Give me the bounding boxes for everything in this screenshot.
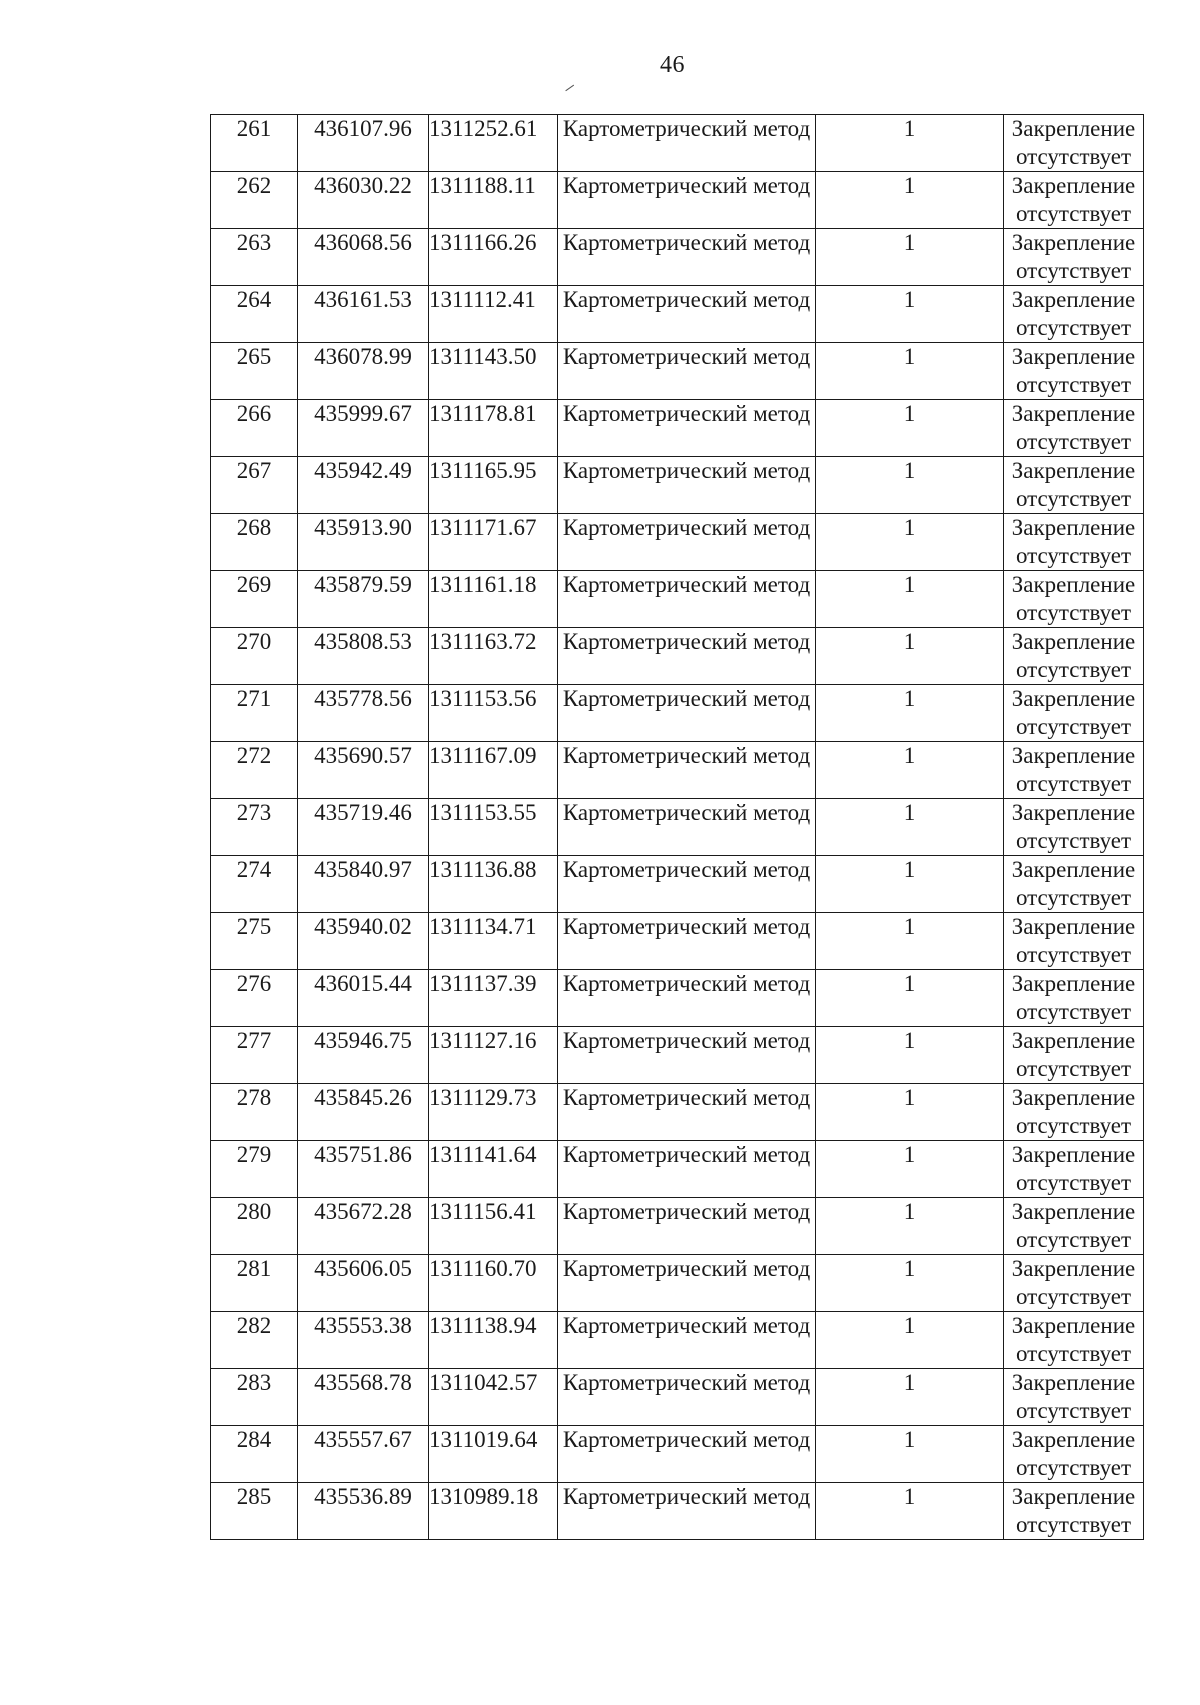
point-number-cell: 277 — [211, 1027, 298, 1084]
accuracy-cell: 1 — [816, 1198, 1004, 1255]
table-row — [211, 1483, 1144, 1540]
point-number-cell: 275 — [211, 913, 298, 970]
x-coordinate-cell: 435568.78 — [298, 1369, 429, 1426]
method-cell: Картометрический метод — [558, 286, 816, 343]
x-coordinate-cell: 436161.53 — [298, 286, 429, 343]
accuracy-cell: 1 — [816, 115, 1004, 172]
accuracy-cell: 1 — [816, 571, 1004, 628]
marking-description-cell: Закрепление отсутствует — [1004, 115, 1144, 172]
x-coordinate-cell: 436068.56 — [298, 229, 429, 286]
x-coordinate-cell: 435778.56 — [298, 685, 429, 742]
accuracy-cell: 1 — [816, 685, 1004, 742]
table-row — [211, 799, 1144, 856]
y-coordinate-cell: 1311129.73 — [429, 1084, 558, 1141]
accuracy-cell: 1 — [816, 1369, 1004, 1426]
accuracy-cell: 1 — [816, 799, 1004, 856]
table-row — [211, 1084, 1144, 1141]
x-coordinate-cell: 435942.49 — [298, 457, 429, 514]
method-cell: Картометрический метод — [558, 685, 816, 742]
table-row — [211, 1255, 1144, 1312]
x-coordinate-cell: 435557.67 — [298, 1426, 429, 1483]
y-coordinate-cell: 1311163.72 — [429, 628, 558, 685]
marking-description-cell: Закрепление отсутствует — [1004, 1426, 1144, 1483]
table-row — [211, 1027, 1144, 1084]
marking-description-cell: Закрепление отсутствует — [1004, 1084, 1144, 1141]
point-number-cell: 270 — [211, 628, 298, 685]
x-coordinate-cell: 435719.46 — [298, 799, 429, 856]
x-coordinate-cell: 435840.97 — [298, 856, 429, 913]
accuracy-cell: 1 — [816, 1141, 1004, 1198]
point-number-cell: 280 — [211, 1198, 298, 1255]
marking-description-cell: Закрепление отсутствует — [1004, 1483, 1144, 1540]
y-coordinate-cell: 1311127.16 — [429, 1027, 558, 1084]
x-coordinate-cell: 435553.38 — [298, 1312, 429, 1369]
x-coordinate-cell: 435751.86 — [298, 1141, 429, 1198]
marking-description-cell: Закрепление отсутствует — [1004, 913, 1144, 970]
x-coordinate-cell: 435946.75 — [298, 1027, 429, 1084]
table-row — [211, 1426, 1144, 1483]
table-row — [211, 172, 1144, 229]
marking-description-cell: Закрепление отсутствует — [1004, 400, 1144, 457]
marking-description-cell: Закрепление отсутствует — [1004, 1027, 1144, 1084]
y-coordinate-cell: 1311019.64 — [429, 1426, 558, 1483]
y-coordinate-cell: 1311153.55 — [429, 799, 558, 856]
accuracy-cell: 1 — [816, 742, 1004, 799]
accuracy-cell: 1 — [816, 457, 1004, 514]
point-number-cell: 262 — [211, 172, 298, 229]
y-coordinate-cell: 1311138.94 — [429, 1312, 558, 1369]
accuracy-cell: 1 — [816, 856, 1004, 913]
accuracy-cell: 1 — [816, 1255, 1004, 1312]
method-cell: Картометрический метод — [558, 1141, 816, 1198]
y-coordinate-cell: 1311137.39 — [429, 970, 558, 1027]
point-number-cell: 274 — [211, 856, 298, 913]
table-row — [211, 343, 1144, 400]
y-coordinate-cell: 1311166.26 — [429, 229, 558, 286]
method-cell: Картометрический метод — [558, 970, 816, 1027]
x-coordinate-cell: 435999.67 — [298, 400, 429, 457]
method-cell: Картометрический метод — [558, 913, 816, 970]
marking-description-cell: Закрепление отсутствует — [1004, 1312, 1144, 1369]
marking-description-cell: Закрепление отсутствует — [1004, 286, 1144, 343]
method-cell: Картометрический метод — [558, 172, 816, 229]
y-coordinate-cell: 1311188.11 — [429, 172, 558, 229]
marking-description-cell: Закрепление отсутствует — [1004, 229, 1144, 286]
method-cell: Картометрический метод — [558, 400, 816, 457]
accuracy-cell: 1 — [816, 343, 1004, 400]
x-coordinate-cell: 435879.59 — [298, 571, 429, 628]
x-coordinate-cell: 435672.28 — [298, 1198, 429, 1255]
x-coordinate-cell: 435845.26 — [298, 1084, 429, 1141]
x-coordinate-cell: 435690.57 — [298, 742, 429, 799]
coordinates-table-body — [211, 115, 1144, 1540]
point-number-cell: 269 — [211, 571, 298, 628]
accuracy-cell: 1 — [816, 1312, 1004, 1369]
point-number-cell: 278 — [211, 1084, 298, 1141]
coordinates-table — [210, 114, 1144, 1540]
marking-description-cell: Закрепление отсутствует — [1004, 1198, 1144, 1255]
method-cell: Картометрический метод — [558, 571, 816, 628]
table-row — [211, 1198, 1144, 1255]
y-coordinate-cell: 1311156.41 — [429, 1198, 558, 1255]
table-row — [211, 571, 1144, 628]
y-coordinate-cell: 1311136.88 — [429, 856, 558, 913]
point-number-cell: 261 — [211, 115, 298, 172]
point-number-cell: 263 — [211, 229, 298, 286]
y-coordinate-cell: 1311165.95 — [429, 457, 558, 514]
y-coordinate-cell: 1311252.61 — [429, 115, 558, 172]
point-number-cell: 285 — [211, 1483, 298, 1540]
table-row — [211, 115, 1144, 172]
y-coordinate-cell: 1311167.09 — [429, 742, 558, 799]
marking-description-cell: Закрепление отсутствует — [1004, 514, 1144, 571]
point-number-cell: 271 — [211, 685, 298, 742]
point-number-cell: 267 — [211, 457, 298, 514]
accuracy-cell: 1 — [816, 913, 1004, 970]
point-number-cell: 265 — [211, 343, 298, 400]
marking-description-cell: Закрепление отсутствует — [1004, 571, 1144, 628]
table-row — [211, 742, 1144, 799]
method-cell: Картометрический метод — [558, 229, 816, 286]
marking-description-cell: Закрепление отсутствует — [1004, 1255, 1144, 1312]
point-number-cell: 264 — [211, 286, 298, 343]
method-cell: Картометрический метод — [558, 115, 816, 172]
marking-description-cell: Закрепление отсутствует — [1004, 970, 1144, 1027]
y-coordinate-cell: 1311134.71 — [429, 913, 558, 970]
table-row — [211, 400, 1144, 457]
x-coordinate-cell: 436078.99 — [298, 343, 429, 400]
accuracy-cell: 1 — [816, 970, 1004, 1027]
accuracy-cell: 1 — [816, 1084, 1004, 1141]
method-cell: Картометрический метод — [558, 628, 816, 685]
x-coordinate-cell: 435808.53 — [298, 628, 429, 685]
y-coordinate-cell: 1311171.67 — [429, 514, 558, 571]
x-coordinate-cell: 435913.90 — [298, 514, 429, 571]
accuracy-cell: 1 — [816, 400, 1004, 457]
y-coordinate-cell: 1310989.18 — [429, 1483, 558, 1540]
marking-description-cell: Закрепление отсутствует — [1004, 685, 1144, 742]
y-coordinate-cell: 1311143.50 — [429, 343, 558, 400]
marking-description-cell: Закрепление отсутствует — [1004, 1369, 1144, 1426]
point-number-cell: 268 — [211, 514, 298, 571]
accuracy-cell: 1 — [816, 1426, 1004, 1483]
accuracy-cell: 1 — [816, 514, 1004, 571]
accuracy-cell: 1 — [816, 286, 1004, 343]
y-coordinate-cell: 1311112.41 — [429, 286, 558, 343]
scan-mark — [562, 80, 574, 91]
point-number-cell: 281 — [211, 1255, 298, 1312]
method-cell: Картометрический метод — [558, 457, 816, 514]
table-row — [211, 913, 1144, 970]
page-number: 46 — [660, 52, 685, 78]
marking-description-cell: Закрепление отсутствует — [1004, 742, 1144, 799]
table-row — [211, 856, 1144, 913]
marking-description-cell: Закрепление отсутствует — [1004, 628, 1144, 685]
x-coordinate-cell: 436030.22 — [298, 172, 429, 229]
point-number-cell: 283 — [211, 1369, 298, 1426]
accuracy-cell: 1 — [816, 229, 1004, 286]
method-cell: Картометрический метод — [558, 1198, 816, 1255]
method-cell: Картометрический метод — [558, 1369, 816, 1426]
x-coordinate-cell: 436107.96 — [298, 115, 429, 172]
point-number-cell: 272 — [211, 742, 298, 799]
method-cell: Картометрический метод — [558, 1255, 816, 1312]
method-cell: Картометрический метод — [558, 343, 816, 400]
table-row — [211, 970, 1144, 1027]
method-cell: Картометрический метод — [558, 1027, 816, 1084]
x-coordinate-cell: 435536.89 — [298, 1483, 429, 1540]
y-coordinate-cell: 1311161.18 — [429, 571, 558, 628]
table-row — [211, 1369, 1144, 1426]
table-row — [211, 1312, 1144, 1369]
marking-description-cell: Закрепление отсутствует — [1004, 799, 1144, 856]
y-coordinate-cell: 1311153.56 — [429, 685, 558, 742]
table-row — [211, 286, 1144, 343]
x-coordinate-cell: 436015.44 — [298, 970, 429, 1027]
method-cell: Картометрический метод — [558, 799, 816, 856]
point-number-cell: 284 — [211, 1426, 298, 1483]
y-coordinate-cell: 1311160.70 — [429, 1255, 558, 1312]
method-cell: Картометрический метод — [558, 1084, 816, 1141]
method-cell: Картометрический метод — [558, 1483, 816, 1540]
y-coordinate-cell: 1311141.64 — [429, 1141, 558, 1198]
point-number-cell: 282 — [211, 1312, 298, 1369]
table-row — [211, 628, 1144, 685]
marking-description-cell: Закрепление отсутствует — [1004, 1141, 1144, 1198]
method-cell: Картометрический метод — [558, 742, 816, 799]
table-row — [211, 1141, 1144, 1198]
marking-description-cell: Закрепление отсутствует — [1004, 457, 1144, 514]
accuracy-cell: 1 — [816, 1027, 1004, 1084]
x-coordinate-cell: 435606.05 — [298, 1255, 429, 1312]
accuracy-cell: 1 — [816, 172, 1004, 229]
method-cell: Картометрический метод — [558, 856, 816, 913]
y-coordinate-cell: 1311042.57 — [429, 1369, 558, 1426]
y-coordinate-cell: 1311178.81 — [429, 400, 558, 457]
table-row — [211, 685, 1144, 742]
method-cell: Картометрический метод — [558, 1312, 816, 1369]
accuracy-cell: 1 — [816, 1483, 1004, 1540]
table-row — [211, 457, 1144, 514]
method-cell: Картометрический метод — [558, 514, 816, 571]
table-row — [211, 229, 1144, 286]
marking-description-cell: Закрепление отсутствует — [1004, 172, 1144, 229]
point-number-cell: 266 — [211, 400, 298, 457]
point-number-cell: 279 — [211, 1141, 298, 1198]
table-row — [211, 514, 1144, 571]
marking-description-cell: Закрепление отсутствует — [1004, 343, 1144, 400]
marking-description-cell: Закрепление отсутствует — [1004, 856, 1144, 913]
point-number-cell: 276 — [211, 970, 298, 1027]
x-coordinate-cell: 435940.02 — [298, 913, 429, 970]
method-cell: Картометрический метод — [558, 1426, 816, 1483]
point-number-cell: 273 — [211, 799, 298, 856]
accuracy-cell: 1 — [816, 628, 1004, 685]
